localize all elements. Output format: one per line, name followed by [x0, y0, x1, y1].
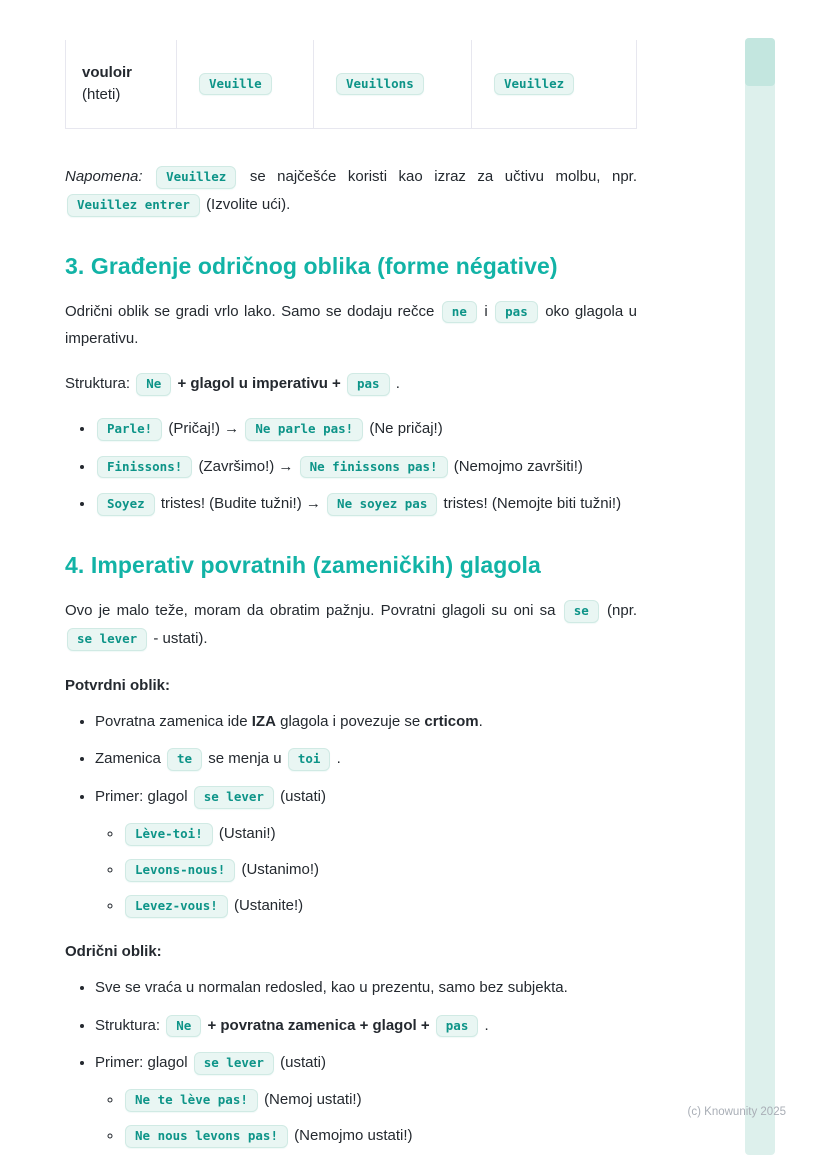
- bold-segment: + glagol u imperativu +: [177, 375, 341, 392]
- bold-segment: IZA: [251, 712, 276, 730]
- text-segment: (ustati): [280, 788, 326, 805]
- code-chip: pas: [495, 301, 538, 324]
- table-cell-form-vous: [471, 40, 636, 128]
- code-chip: Veuillez: [494, 73, 574, 96]
- text-segment: Struktura:: [95, 1016, 161, 1034]
- text-segment: - ustati).: [153, 629, 208, 647]
- text-segment: .: [478, 712, 483, 730]
- list-item: [123, 820, 637, 847]
- table-cell-form-tu: [176, 40, 313, 128]
- code-chip: se lever: [67, 628, 147, 651]
- list-item: [123, 892, 637, 919]
- text-segment: Ovo je malo teže, moram da obratim pažnju. Povratni glagoli su oni sa: [65, 602, 556, 619]
- note-paragraph: [65, 163, 637, 219]
- list-item: [95, 974, 637, 1002]
- page-scrollbar-thumb[interactable]: [745, 38, 775, 86]
- text-segment: Povratna zamenica ide: [95, 712, 248, 730]
- bold-segment: crticom: [424, 712, 479, 730]
- text-segment: (ustati): [280, 1054, 326, 1072]
- code-chip: Ne: [136, 373, 171, 396]
- list-item: [95, 1012, 637, 1040]
- list-item: [95, 490, 637, 518]
- text-segment: tristes! (Nemojte biti tužni!): [443, 495, 622, 513]
- section-4-intro: [65, 597, 637, 653]
- table-cell-form-nous: [313, 40, 471, 128]
- text-segment: (Ne pričaj!): [369, 419, 443, 437]
- text-segment: (Nemoj ustati!): [264, 1091, 362, 1108]
- code-chip: Ne te lève pas!: [125, 1089, 258, 1112]
- page-scrollbar-track[interactable]: [745, 38, 775, 1155]
- verb-name: vouloir: [82, 63, 133, 81]
- text-segment: i: [484, 302, 488, 320]
- text-segment: Primer: glagol: [95, 1054, 188, 1072]
- code-chip: Ne parle pas!: [245, 418, 363, 441]
- list-item: [95, 1049, 637, 1149]
- list-item: [123, 856, 637, 883]
- note-text: se najčešće koristi kao izraz za učtivu molbu, npr.: [249, 168, 638, 185]
- example-sublist: [95, 820, 637, 919]
- document-content: [65, 0, 637, 1163]
- code-chip: Ne finissons pas!: [300, 456, 448, 479]
- code-chip: toi: [288, 748, 331, 771]
- code-chip: Ne soyez pas: [327, 493, 437, 516]
- code-chip: Parle!: [97, 418, 162, 441]
- section-3-structure: [65, 370, 637, 398]
- code-chip: Veuille: [199, 73, 272, 96]
- list-item: [95, 415, 637, 443]
- conjugation-table: [65, 40, 637, 129]
- affirmative-list: [65, 708, 637, 919]
- code-chip: Lève-toi!: [125, 823, 213, 846]
- affirmative-form-label: Potvrdni oblik:: [65, 676, 170, 694]
- code-chip: Levez-vous!: [125, 895, 228, 918]
- text-segment: (Pričaj!) →: [168, 419, 240, 437]
- text-segment: .: [484, 1016, 489, 1034]
- section-3-intro: [65, 298, 637, 354]
- negative-list: [65, 974, 637, 1149]
- section-4-heading: 4. Imperativ povratnih (zameničkih) glagola: [65, 552, 541, 578]
- list-item: [95, 453, 637, 481]
- list-item: [95, 783, 637, 919]
- code-chip: Soyez: [97, 493, 155, 516]
- text-segment: .: [336, 750, 341, 768]
- text-segment: se menja u: [208, 750, 282, 768]
- list-item: [95, 708, 637, 736]
- verb-translation: (hteti): [82, 86, 121, 103]
- text-segment: Struktura:: [65, 375, 131, 392]
- code-chip: Ne: [166, 1015, 201, 1038]
- text-segment: (Nemojmo završiti!): [453, 457, 583, 475]
- code-chip: se lever: [194, 1052, 274, 1075]
- code-chip: Veuillons: [336, 73, 424, 96]
- text-segment: Primer: glagol: [95, 788, 188, 805]
- text-segment: Odrični oblik se gradi vrlo lako. Samo se dodaju rečce: [65, 302, 435, 320]
- code-chip: pas: [347, 373, 390, 396]
- negative-form-label: Odrični oblik:: [65, 942, 162, 960]
- list-item: [95, 745, 637, 773]
- bold-segment: + povratna zamenica + glagol +: [207, 1016, 430, 1034]
- code-chip: Veuillez: [156, 166, 236, 189]
- text-segment: (Nemojmo ustati!): [294, 1127, 413, 1144]
- section-3-list: [65, 415, 637, 518]
- code-chip: se lever: [194, 786, 274, 809]
- text-segment: .: [395, 375, 400, 392]
- text-segment: glagola i povezuje se: [280, 712, 421, 730]
- text-segment: (npr.: [607, 602, 638, 619]
- note-text: (Izvolite ući).: [206, 195, 291, 213]
- code-chip: Finissons!: [97, 456, 192, 479]
- list-item: [123, 1122, 637, 1149]
- text-segment: Zamenica: [95, 750, 161, 768]
- text-segment: tristes! (Budite tužni!) →: [160, 495, 321, 513]
- table-cell-verb: [66, 40, 176, 128]
- text-segment: (Završimo!) →: [198, 457, 294, 475]
- text-segment: (Ustanite!): [233, 896, 304, 914]
- copyright-footer: (c) Knowunity 2025: [687, 1106, 786, 1118]
- list-item: [123, 1086, 637, 1113]
- example-sublist: [95, 1086, 637, 1149]
- text-segment: Sve se vraća u normalan redosled, kao u prezentu, samo bez subjekta.: [95, 978, 568, 996]
- code-chip: Levons-nous!: [125, 859, 235, 882]
- code-chip: te: [167, 748, 202, 771]
- code-chip: ne: [442, 301, 477, 324]
- text-segment: (Ustani!): [218, 824, 276, 842]
- text-segment: oko glagola u imperativu.: [65, 302, 638, 348]
- code-chip: pas: [436, 1015, 479, 1038]
- code-chip: se: [564, 600, 599, 623]
- code-chip: Ne nous levons pas!: [125, 1125, 288, 1148]
- text-segment: (Ustanimo!): [241, 860, 319, 878]
- note-label: Napomena:: [65, 168, 143, 185]
- section-3-heading: 3. Građenje odričnog oblika (forme négative): [65, 252, 558, 279]
- code-chip: Veuillez entrer: [67, 194, 200, 217]
